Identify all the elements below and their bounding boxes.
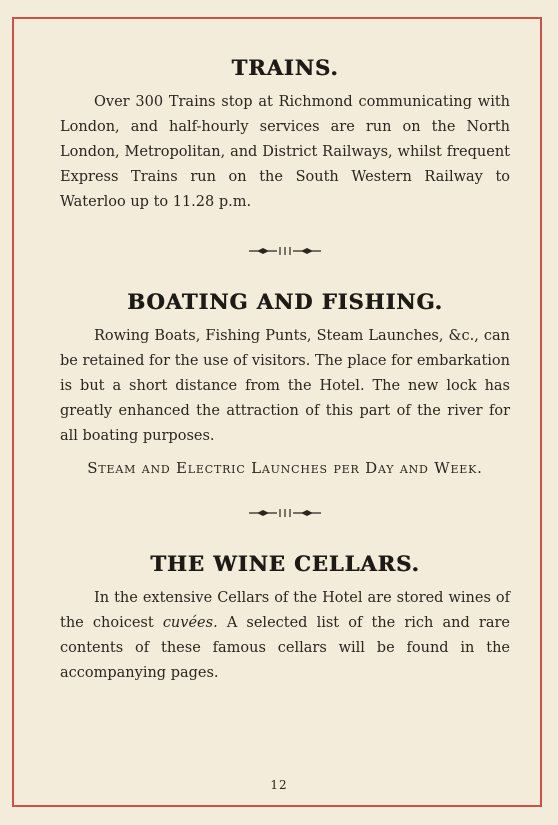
- wine-cellars-heading: THE WINE CELLARS.: [150, 551, 420, 576]
- launches-caps-line: Steam and Electric Launches per Day and Week.: [87, 459, 483, 477]
- wine-text-end: A selected list of the rich and rare contents of these famous cellars will be found in the accompanying pages.: [60, 615, 511, 681]
- ornament-divider: [60, 241, 510, 261]
- cuvees-italic: cuvées.: [162, 615, 218, 631]
- wine-cellars-paragraph: [60, 586, 510, 686]
- boating-heading: BOATING AND FISHING.: [127, 289, 443, 314]
- ornament-divider-icon: [247, 507, 323, 519]
- page-content: [60, 55, 510, 686]
- ornament-divider-icon: [247, 245, 323, 257]
- page-number: 12: [270, 778, 288, 792]
- ornament-divider: [60, 503, 510, 523]
- trains-paragraph: Over 300 Trains stop at Richmond communicating with London, and half-hourly services are run on the North London, Metropolitan, and District Railways, whilst frequent Express Trains run on the South Western Railway to Waterloo up to 11.28 p.m.: [60, 94, 510, 210]
- wine-text-start: In the extensive Cellars of the Hotel are stored wines of the choicest: [60, 590, 510, 631]
- trains-heading: TRAINS.: [231, 55, 339, 80]
- boating-paragraph: Rowing Boats, Fishing Punts, Steam Launches, &c., can be retained for the use of visitors. The place for embarkation is but a short distance from the Hotel. The new lock has greatly enhanced the attraction of this part of the river for all boating purposes.: [60, 328, 510, 444]
